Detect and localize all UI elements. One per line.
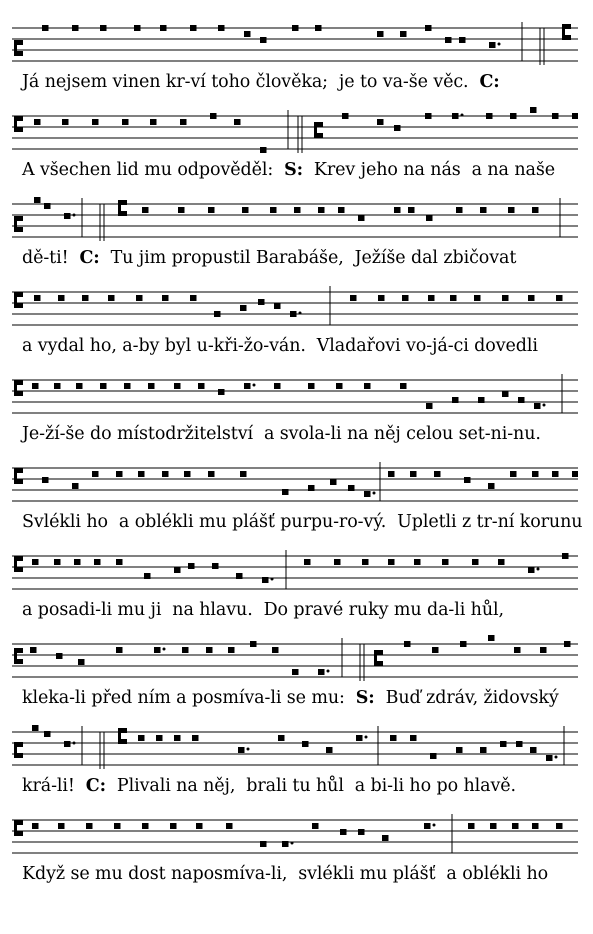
chant-staff	[12, 282, 578, 332]
neume-note	[42, 477, 49, 483]
neume-note	[390, 735, 397, 741]
neume-note	[92, 119, 99, 125]
neume-note	[377, 119, 384, 125]
neume-dot	[247, 748, 250, 751]
neume-note	[518, 397, 525, 403]
staff-drawing	[12, 458, 578, 508]
neume-dot	[163, 648, 166, 651]
c-clef-icon	[14, 216, 23, 232]
neume-note	[34, 119, 41, 125]
chant-system	[0, 546, 593, 636]
neume-note	[552, 471, 559, 477]
neume-note	[260, 147, 267, 153]
neume-note	[270, 207, 277, 213]
neume-note	[174, 383, 181, 389]
staff-drawing	[12, 106, 578, 156]
neume-note	[572, 113, 578, 119]
neume-dot	[291, 842, 294, 845]
neume-note	[312, 823, 319, 829]
neume-note	[198, 383, 205, 389]
staff-drawing	[12, 18, 578, 68]
neume-dot	[253, 384, 256, 387]
neume-dot	[498, 43, 501, 46]
neume-note	[445, 37, 452, 43]
neume-note	[188, 563, 195, 569]
neume-note	[426, 403, 433, 409]
neume-dot	[365, 736, 368, 739]
c-clef-icon	[562, 24, 571, 40]
chant-staff	[12, 810, 578, 860]
neume-note	[394, 207, 401, 213]
chant-system	[0, 722, 593, 812]
neume-note	[350, 295, 357, 301]
neume-note	[122, 119, 129, 125]
chant-staff	[12, 634, 578, 684]
neume-note	[212, 563, 219, 569]
neume-note	[336, 383, 343, 389]
neume-note	[452, 113, 459, 119]
neume-note	[114, 823, 121, 829]
c-clef-icon	[14, 380, 23, 396]
neume-note	[432, 647, 439, 653]
c-clef-icon	[14, 116, 23, 132]
neume-note	[240, 305, 247, 311]
neume-note	[362, 559, 369, 565]
neume-note	[76, 383, 83, 389]
neume-note	[358, 829, 365, 835]
staff-drawing	[12, 546, 578, 596]
neume-note	[318, 207, 325, 213]
neume-note	[206, 647, 213, 653]
neume-note	[290, 311, 297, 317]
neume-dot	[433, 824, 436, 827]
c-clef-icon	[14, 292, 23, 308]
c-clef-icon	[14, 648, 23, 664]
staff-drawing	[12, 370, 578, 420]
neume-note	[208, 471, 215, 477]
neume-note	[404, 641, 411, 647]
neume-note	[244, 383, 251, 389]
neume-note	[72, 25, 79, 31]
neume-note	[452, 397, 459, 403]
neume-note	[138, 735, 145, 741]
lyric-line: Svlékli ho a oblékli mu plášť purpu-ro-vý. Upletli z tr-ní korunu	[22, 512, 583, 532]
neume-note	[210, 113, 217, 119]
neume-note	[214, 311, 221, 317]
neume-note	[434, 471, 441, 477]
lyric-line: Já nejsem vinen kr-ví toho člověka; je to va-še věc. C:	[22, 72, 500, 92]
neume-note	[116, 559, 123, 565]
neume-note	[304, 559, 311, 565]
neume-note	[490, 823, 497, 829]
neume-note	[426, 215, 433, 221]
neume-note	[425, 25, 432, 31]
neume-note	[32, 725, 39, 731]
neume-note	[136, 295, 143, 301]
staff-drawing	[12, 634, 578, 684]
lyric-line: dě-ti! C: Tu jim propustil Barabáše, Ježíše dal zbičovat	[22, 248, 517, 268]
neume-note	[514, 647, 521, 653]
neume-note	[54, 559, 61, 565]
c-clef-icon	[118, 728, 127, 744]
neume-note	[64, 741, 71, 747]
neume-note	[424, 823, 431, 829]
neume-note	[464, 477, 471, 483]
neume-note	[532, 207, 539, 213]
neume-note	[64, 213, 71, 219]
neume-note	[124, 383, 131, 389]
c-clef-icon	[14, 742, 23, 758]
neume-note	[242, 207, 249, 213]
chant-staff	[12, 458, 578, 508]
lyric-line: a posadi-li mu ji na hlavu. Do pravé ruky mu da-li hůl,	[22, 600, 504, 620]
neume-note	[408, 207, 415, 213]
neume-note	[468, 823, 475, 829]
neume-note	[400, 31, 407, 37]
neume-note	[240, 471, 247, 477]
neume-note	[150, 119, 157, 125]
neume-note	[410, 471, 417, 477]
neume-note	[234, 119, 241, 125]
neume-note	[508, 207, 515, 213]
neume-note	[410, 735, 417, 741]
neume-note	[302, 741, 309, 747]
neume-note	[30, 647, 37, 653]
neume-note	[530, 747, 537, 753]
neume-note	[428, 295, 435, 301]
neume-note	[382, 835, 389, 841]
neume-note	[142, 207, 149, 213]
neume-note	[226, 823, 233, 829]
neume-note	[58, 295, 65, 301]
neume-note	[272, 647, 279, 653]
neume-note	[364, 491, 371, 497]
neume-note	[100, 383, 107, 389]
neume-note	[338, 207, 345, 213]
lyric-line: krá-li! C: Plivali na něj, brali tu hůl a bi-li ho po hlavě.	[22, 776, 516, 796]
neume-note	[148, 383, 155, 389]
neume-note	[144, 573, 151, 579]
neume-note	[478, 397, 485, 403]
neume-note	[512, 823, 519, 829]
neume-note	[394, 125, 401, 131]
neume-note	[180, 119, 187, 125]
neume-note	[556, 295, 563, 301]
neume-note	[564, 641, 571, 647]
neume-note	[450, 295, 457, 301]
chant-system	[0, 194, 593, 284]
neume-note	[414, 559, 421, 565]
neume-dot	[461, 114, 464, 117]
neume-note	[134, 25, 141, 31]
neume-note	[486, 113, 493, 119]
chant-system	[0, 370, 593, 460]
neume-note	[282, 489, 289, 495]
neume-note	[516, 741, 523, 747]
c-clef-icon	[118, 200, 127, 216]
lyric-line: A všechen lid mu odpověděl: S: Krev jeho na nás a na naše	[22, 160, 555, 180]
neume-note	[489, 42, 496, 48]
neume-note	[456, 747, 463, 753]
neume-note	[260, 841, 267, 847]
speaker-marker: S:	[284, 160, 303, 180]
neume-note	[315, 25, 322, 31]
chant-staff	[12, 722, 578, 772]
lyric-line: Je-ží-še do místodržitelství a svola-li na něj celou set-ni-nu.	[22, 424, 541, 444]
neume-note	[154, 647, 161, 653]
neume-note	[42, 25, 49, 31]
c-clef-icon	[14, 556, 23, 572]
neume-note	[162, 471, 169, 477]
neume-note	[138, 471, 145, 477]
neume-note	[528, 567, 535, 573]
neume-note	[32, 559, 39, 565]
neume-note	[160, 25, 167, 31]
neume-dot	[543, 404, 546, 407]
neume-note	[192, 735, 199, 741]
neume-note	[116, 471, 123, 477]
neume-note	[44, 731, 51, 737]
neume-note	[262, 577, 269, 583]
neume-note	[488, 483, 495, 489]
chant-system	[0, 810, 593, 900]
neume-note	[62, 119, 69, 125]
lyric-line: kleka-li před ním a posmíva-li se mu: S: Buď zdráv, židovský	[22, 688, 559, 708]
neume-note	[218, 25, 225, 31]
chant-system	[0, 282, 593, 372]
c-clef-icon	[314, 122, 323, 138]
neume-note	[244, 31, 251, 37]
staff-drawing	[12, 810, 578, 860]
neume-note	[562, 553, 569, 559]
neume-note	[170, 823, 177, 829]
neume-note	[278, 735, 285, 741]
neume-note	[456, 207, 463, 213]
chant-system	[0, 106, 593, 196]
neume-note	[388, 559, 395, 565]
neume-dot	[271, 578, 274, 581]
neume-note	[358, 215, 365, 221]
neume-dot	[555, 756, 558, 759]
neume-note	[480, 747, 487, 753]
speaker-marker: C:	[79, 248, 100, 268]
chant-staff	[12, 194, 578, 244]
chant-system	[0, 458, 593, 548]
neume-note	[274, 303, 281, 309]
neume-note	[326, 747, 333, 753]
neume-note	[162, 295, 169, 301]
staff-drawing	[12, 282, 578, 332]
neume-note	[308, 485, 315, 491]
neume-dot	[373, 492, 376, 495]
neume-note	[540, 647, 547, 653]
neume-note	[32, 823, 39, 829]
neume-note	[292, 669, 299, 675]
neume-note	[460, 641, 467, 647]
neume-note	[190, 25, 197, 31]
neume-note	[274, 383, 281, 389]
chant-staff	[12, 546, 578, 596]
neume-note	[534, 403, 541, 409]
neume-note	[502, 391, 509, 397]
neume-note	[34, 295, 41, 301]
neume-note	[425, 113, 432, 119]
neume-note	[510, 471, 517, 477]
neume-note	[116, 647, 123, 653]
chant-system	[0, 18, 593, 108]
neume-note	[459, 37, 466, 43]
neume-note	[238, 747, 245, 753]
neume-note	[377, 31, 384, 37]
speaker-marker: S:	[355, 688, 375, 708]
c-clef-icon	[14, 468, 23, 484]
neume-note	[260, 37, 267, 43]
neume-note	[178, 207, 185, 213]
neume-note	[44, 203, 51, 209]
neume-note	[532, 471, 539, 477]
neume-note	[334, 559, 341, 565]
c-clef-icon	[14, 40, 23, 56]
neume-note	[182, 647, 189, 653]
neume-note	[108, 295, 115, 301]
neume-note	[400, 383, 407, 389]
neume-note	[58, 823, 65, 829]
neume-note	[184, 471, 191, 477]
neume-note	[532, 823, 539, 829]
neume-note	[308, 383, 315, 389]
neume-note	[56, 653, 63, 659]
neume-note	[510, 113, 517, 119]
neume-dot	[73, 742, 76, 745]
neume-note	[340, 829, 347, 835]
neume-note	[156, 735, 163, 741]
neume-note	[82, 295, 89, 301]
neume-note	[342, 113, 349, 119]
chant-staff	[12, 106, 578, 156]
neume-note	[498, 559, 505, 565]
neume-note	[546, 755, 553, 761]
neume-note	[472, 559, 479, 565]
neume-note	[282, 841, 289, 847]
speaker-marker: C:	[85, 776, 106, 796]
neume-dot	[327, 670, 330, 673]
chant-staff	[12, 370, 578, 420]
c-clef-icon	[374, 650, 383, 666]
neume-note	[142, 823, 149, 829]
neume-note	[348, 485, 355, 491]
neume-note	[318, 669, 325, 675]
neume-note	[92, 471, 99, 477]
neume-note	[330, 479, 337, 485]
neume-note	[488, 635, 495, 641]
neume-note	[74, 559, 81, 565]
neume-note	[250, 641, 257, 647]
neume-note	[378, 295, 385, 301]
neume-note	[78, 659, 85, 665]
neume-note	[174, 735, 181, 741]
neume-dot	[73, 214, 76, 217]
neume-note	[100, 25, 107, 31]
neume-note	[442, 559, 449, 565]
neume-note	[572, 471, 578, 477]
c-clef-icon	[14, 820, 23, 836]
neume-note	[502, 295, 509, 301]
neume-note	[86, 823, 93, 829]
neume-note	[388, 471, 395, 477]
staff-drawing	[12, 722, 578, 772]
speaker-marker: C:	[479, 72, 500, 92]
chant-system	[0, 634, 593, 724]
neume-note	[208, 207, 215, 213]
neume-note	[292, 25, 299, 31]
neume-note	[528, 295, 535, 301]
neume-note	[236, 573, 243, 579]
staff-drawing	[12, 194, 578, 244]
neume-note	[294, 207, 301, 213]
neume-note	[174, 567, 181, 573]
neume-note	[72, 483, 79, 489]
neume-note	[500, 741, 507, 747]
neume-note	[228, 647, 235, 653]
neume-dot	[537, 568, 540, 571]
neume-note	[196, 823, 203, 829]
lyric-line: a vydal ho, a-by byl u-kři-žo-ván. Vladařovi vo-já-ci dovedli	[22, 336, 538, 356]
neume-note	[402, 295, 409, 301]
neume-note	[480, 207, 487, 213]
neume-note	[32, 383, 39, 389]
neume-note	[190, 295, 197, 301]
neume-note	[356, 735, 363, 741]
neume-note	[556, 823, 563, 829]
chant-staff	[12, 18, 578, 68]
neume-note	[94, 559, 101, 565]
neume-note	[530, 107, 537, 113]
neume-note	[364, 383, 371, 389]
neume-note	[552, 113, 559, 119]
neume-note	[218, 389, 225, 395]
neume-note	[34, 197, 41, 203]
neume-note	[54, 383, 61, 389]
neume-note	[474, 295, 481, 301]
neume-dot	[299, 312, 302, 315]
neume-note	[430, 753, 437, 759]
neume-note	[258, 299, 265, 305]
lyric-line: Když se mu dost naposmíva-li, svlékli mu plášť a oblékli ho	[22, 864, 549, 884]
